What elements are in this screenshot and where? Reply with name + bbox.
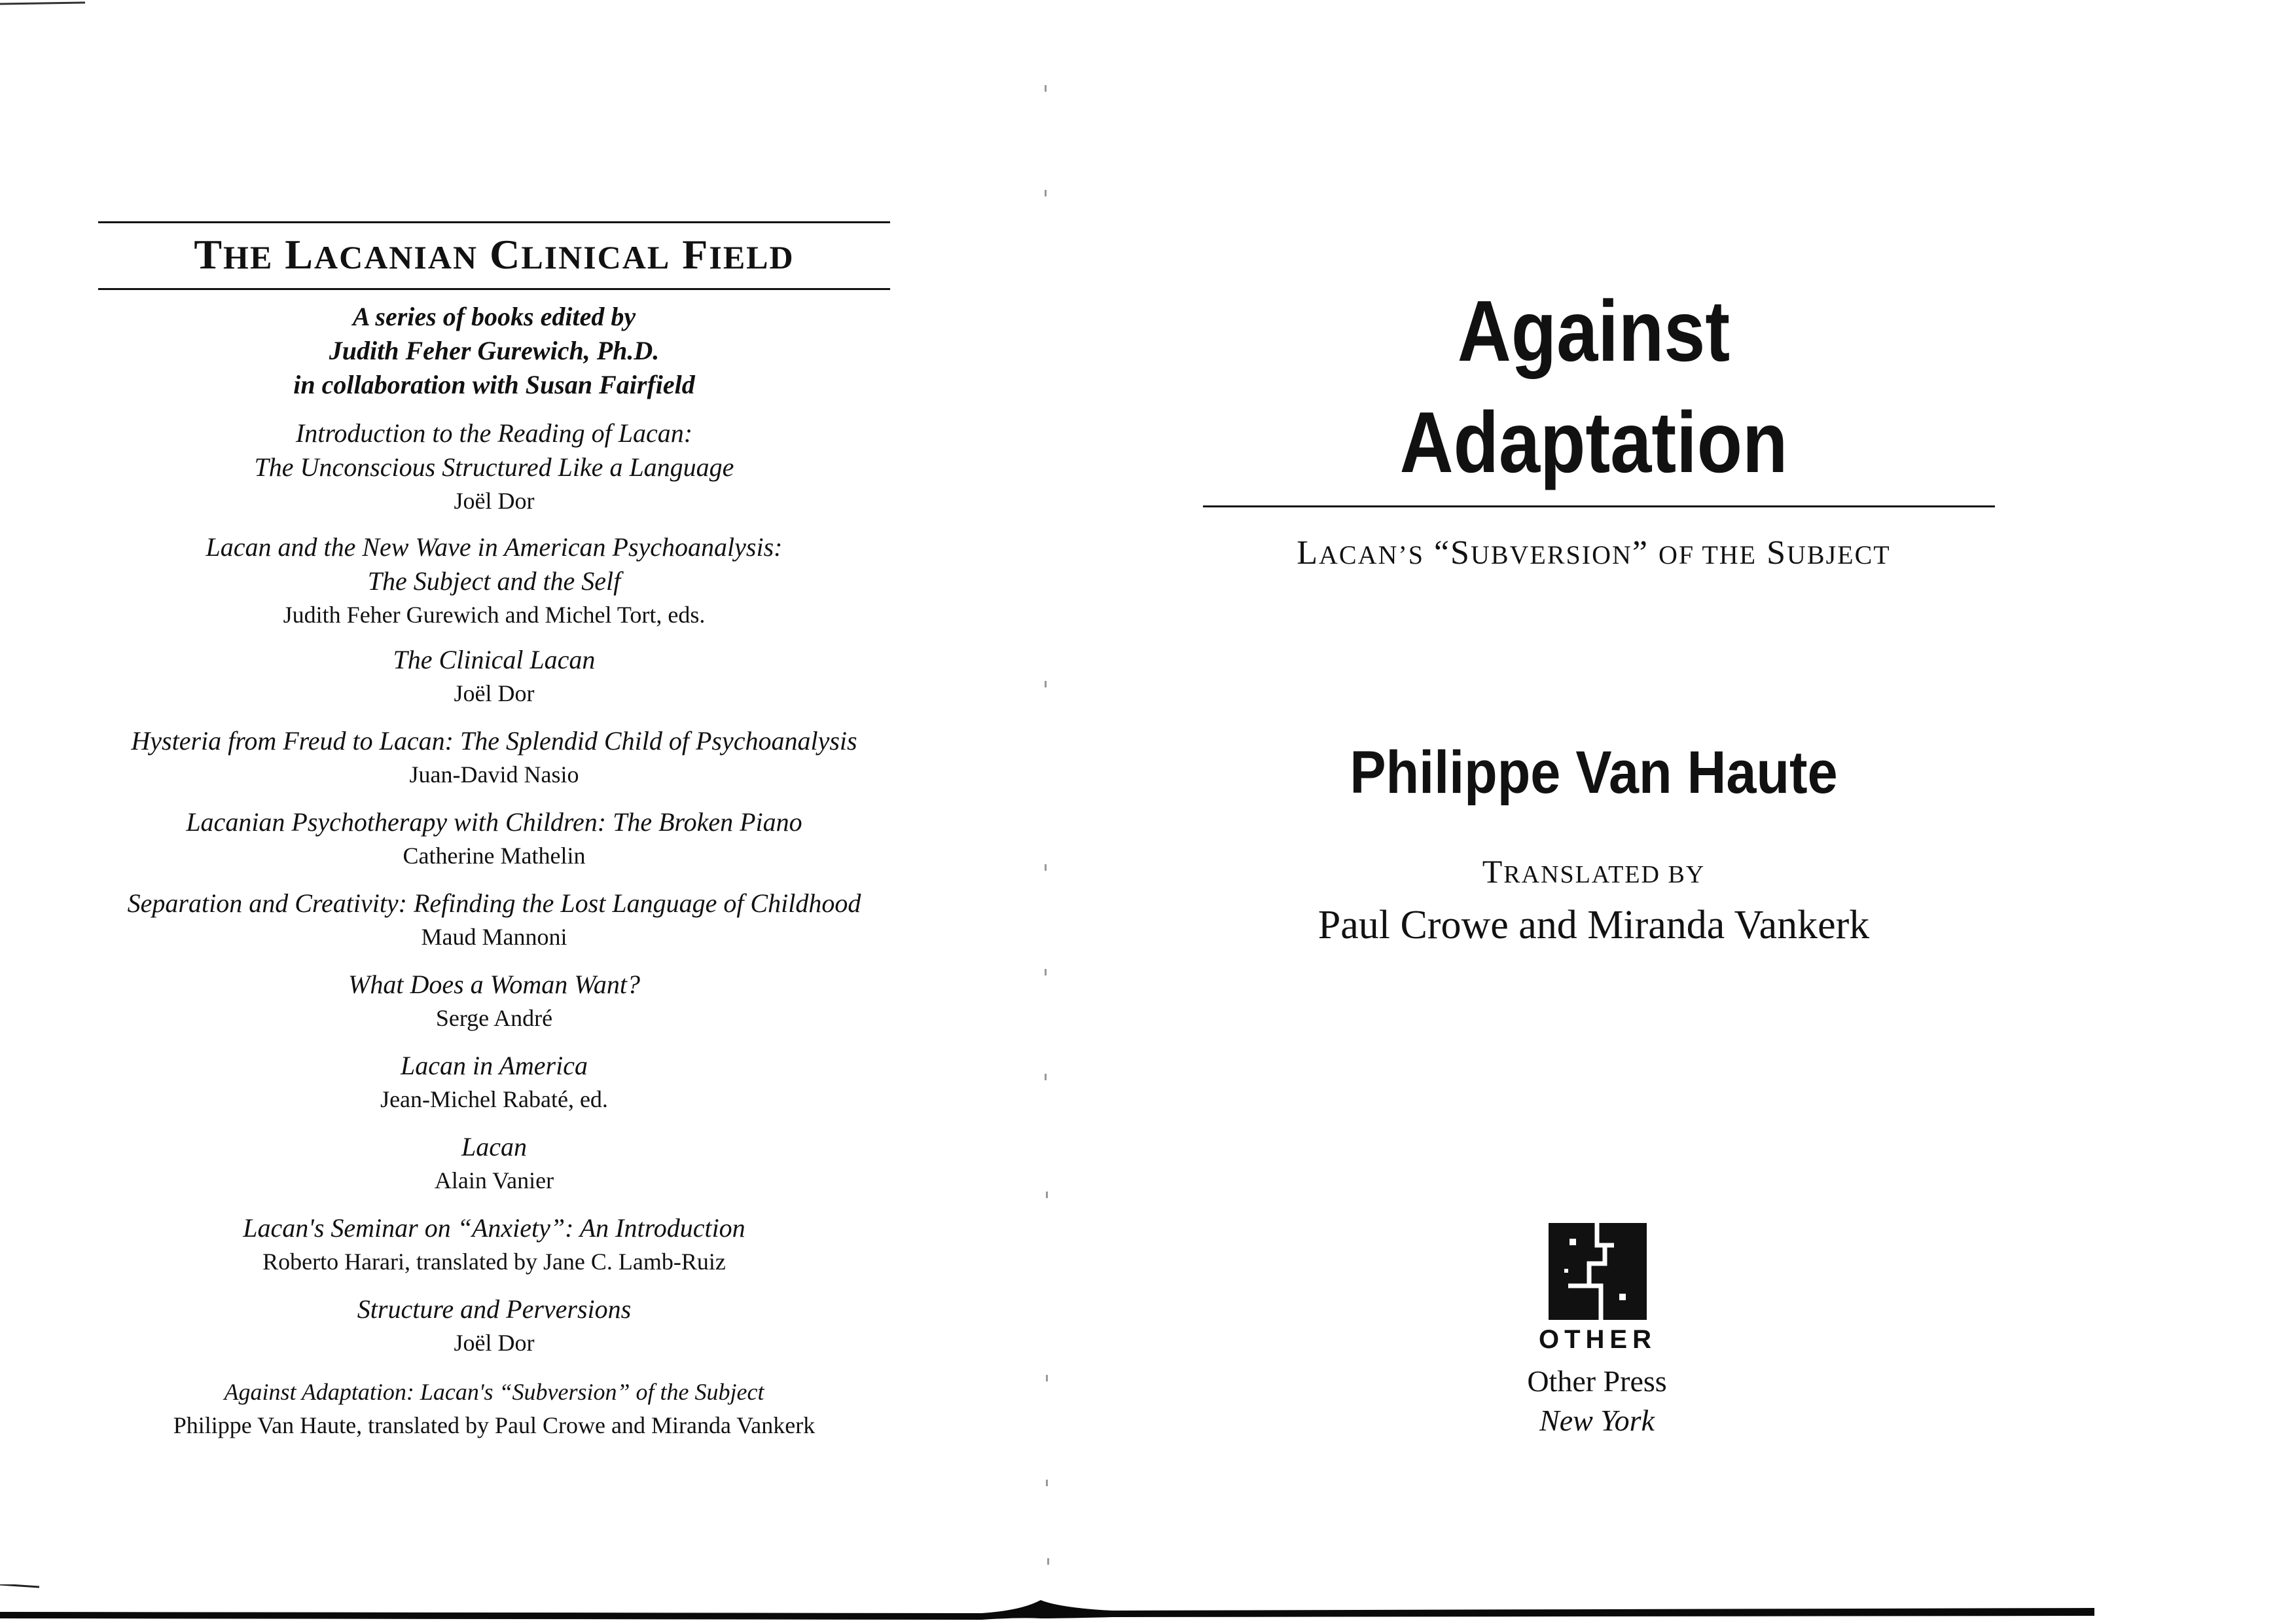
book-entry — [85, 1130, 903, 1197]
book-title: The Unconscious Structured Like a Language — [254, 452, 734, 482]
book-title: The Subject and the Self — [367, 566, 621, 596]
book-title: Separation and Creativity: Refinding the Lost Language of Childhood — [127, 888, 861, 918]
publisher-block — [1440, 1362, 1754, 1440]
logo-wordmark: OTHER — [1539, 1325, 1657, 1354]
book-title: What Does a Woman Want? — [348, 970, 640, 999]
other-press-logo-icon — [1549, 1223, 1647, 1320]
series-title: THE LACANIAN CLINICAL FIELD — [194, 231, 795, 278]
book-author: Joël Dor — [454, 488, 535, 514]
book-title: Lacan in America — [401, 1051, 588, 1080]
book-author: Jean-Michel Rabaté, ed. — [380, 1086, 608, 1112]
book-author: Philippe Van Haute, translated by Paul Crowe and Miranda Vankerk — [173, 1412, 816, 1438]
page-top-edge — [0, 0, 92, 13]
book-title: Structure and Perversions — [357, 1294, 632, 1324]
title-rule — [1203, 505, 1995, 507]
book-title: Lacan's Seminar on “Anxiety”: An Introduction — [243, 1213, 745, 1243]
book-author: Juan-David Nasio — [409, 761, 579, 788]
book-author: Judith Feher Gurewich and Michel Tort, eds. — [283, 602, 706, 628]
editor-line: in collaboration with Susan Fairfield — [293, 370, 695, 399]
book-author: Maud Mannoni — [421, 924, 567, 950]
book-title-line-2: Adaptation — [1399, 394, 1788, 490]
book-author: Catherine Mathelin — [403, 843, 586, 869]
book-entry — [85, 530, 903, 631]
book-subtitle: LACAN’S “SUBVERSION” OF THE SUBJECT — [1297, 534, 1891, 572]
book-entry — [85, 805, 903, 872]
book-entry — [85, 643, 903, 710]
publisher-name: Other Press — [1527, 1364, 1667, 1398]
book-entry — [85, 1292, 903, 1359]
editor-line: A series of books edited by — [352, 302, 636, 331]
book-entry — [85, 1211, 903, 1278]
series-top-rule — [98, 221, 890, 223]
book-author: Joël Dor — [454, 680, 535, 706]
book-title: The Clinical Lacan — [393, 645, 596, 674]
book-title-line-1: Against — [1457, 283, 1731, 379]
editor-line: Judith Feher Gurewich, Ph.D. — [329, 336, 660, 365]
book-title: Introduction to the Reading of Lacan: — [295, 418, 693, 448]
book-title: Hysteria from Freud to Lacan: The Splendid Child of Psychoanalysis — [131, 726, 857, 756]
book-title: Lacan — [461, 1132, 527, 1161]
book-author: Alain Vanier — [434, 1167, 554, 1194]
publisher-city: New York — [1539, 1404, 1655, 1437]
author-name: Philippe Van Haute — [1350, 739, 1838, 806]
translated-by-label: TRANSLATED BY — [1482, 853, 1706, 890]
book-author: Roberto Harari, translated by Jane C. Lamb-Ruiz — [262, 1249, 726, 1275]
book-entry — [85, 1049, 903, 1116]
book-author: Serge André — [435, 1005, 553, 1031]
series-editors — [85, 300, 903, 402]
book-title: Against Adaptation: Lacan's “Subversion” of the Subject — [224, 1379, 764, 1405]
book-author: Joël Dor — [454, 1330, 535, 1356]
page-bottom-edge — [0, 1584, 2296, 1623]
book-entry — [85, 724, 903, 791]
book-entry — [85, 1375, 903, 1442]
translator-names: Paul Crowe and Miranda Vankerk — [1318, 903, 1870, 947]
book-entry — [85, 416, 903, 517]
book-title: Lacan and the New Wave in American Psychoanalysis: — [206, 532, 783, 562]
book-entry — [85, 886, 903, 953]
book-entry — [85, 968, 903, 1034]
book-title: Lacanian Psychotherapy with Children: The Broken Piano — [186, 807, 802, 837]
series-bottom-rule — [98, 288, 890, 290]
